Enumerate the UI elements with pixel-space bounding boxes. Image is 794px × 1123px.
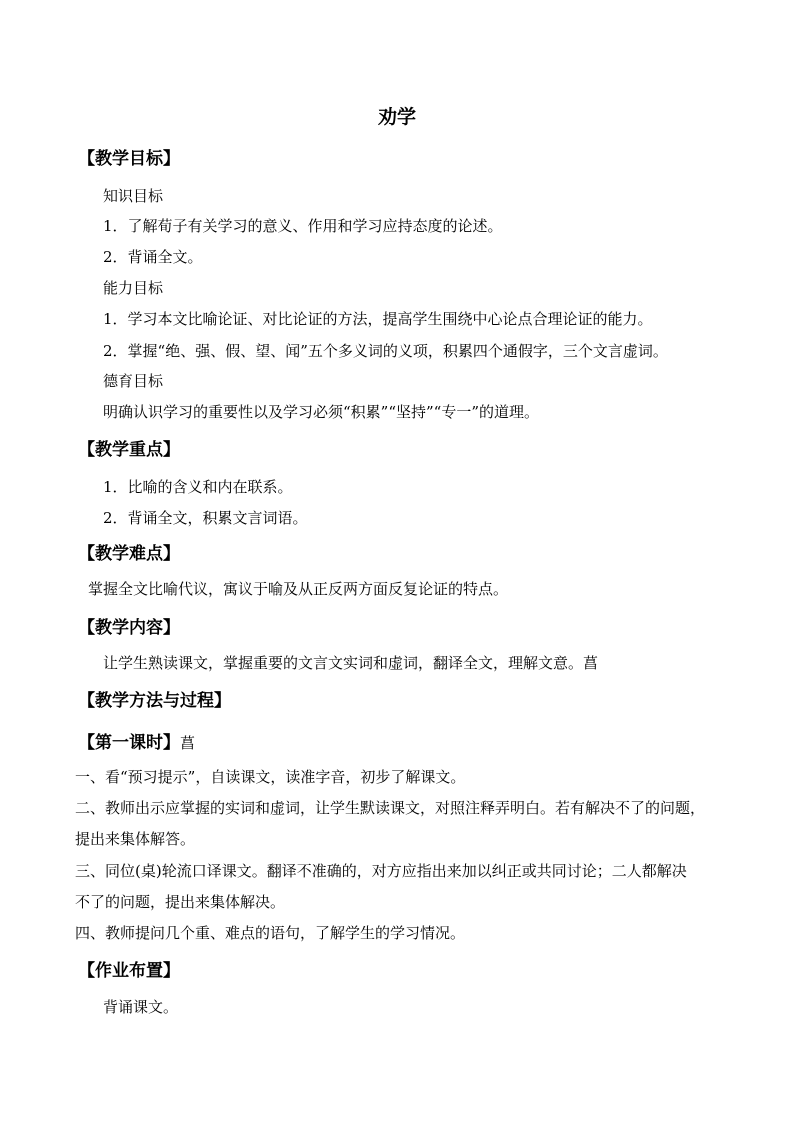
method-heading: 【教学方法与过程】 xyxy=(78,691,231,711)
ability-item-2: 2．掌握“绝、强、假、望、闻”五个多义词的义项，积累四个通假字，三个文言虚词。 xyxy=(103,342,668,360)
first-lesson-trailing-mark: 菖 xyxy=(180,734,196,752)
lesson-step-3-line-2: 不了的问题，提出来集体解决。 xyxy=(75,893,286,911)
difficulties-text: 掌握全文比喻代议，寓议于喻及从正反两方面反复论证的特点。 xyxy=(88,580,509,598)
moral-label: 德育目标 xyxy=(103,372,164,390)
lesson-step-3-line-1: 三、同位(桌)轮流口译课文。翻译不准确的，对方应指出来加以纠正或共同讨论；二人都解决 xyxy=(75,862,687,880)
difficulties-heading: 【教学难点】 xyxy=(78,544,180,564)
key-points-heading: 【教学重点】 xyxy=(78,440,180,460)
homework-heading: 【作业布置】 xyxy=(78,961,180,981)
key-point-2: 2．背诵全文，积累文言词语。 xyxy=(103,509,308,527)
first-lesson-heading-text: 【第一课时】 xyxy=(78,733,180,753)
key-point-1: 1．比喻的含义和内在联系。 xyxy=(103,478,293,496)
lesson-step-4: 四、教师提问几个重、难点的语句，了解学生的学习情况。 xyxy=(75,924,466,942)
lesson-step-2-line-1: 二、教师出示应掌握的实词和虚词，让学生默读课文，对照注释弄明白。若有解决不了的问题， xyxy=(75,799,706,817)
lesson-step-1: 一、看“预习提示”，自读课文，读准字音，初步了解课文。 xyxy=(75,768,466,786)
content-text xyxy=(103,652,598,674)
ability-item-1: 1．学习本文比喻论证、对比论证的方法，提高学生围绕中心论点合理论证的能力。 xyxy=(103,310,653,328)
objectives-heading: 【教学目标】 xyxy=(78,149,180,169)
content-text-body: 让学生熟读课文，掌握重要的文言文实词和虚词，翻译全文，理解文意。 xyxy=(103,654,584,672)
knowledge-label: 知识目标 xyxy=(103,187,164,205)
ability-label: 能力目标 xyxy=(103,279,164,297)
moral-item-1: 明确认识学习的重要性以及学习必须“积累”“坚持”“专一”的道理。 xyxy=(103,403,540,421)
first-lesson-heading xyxy=(78,730,195,756)
page-title: 劝学 xyxy=(377,106,416,128)
knowledge-item-1: 1．了解荀子有关学习的意义、作用和学习应持态度的论述。 xyxy=(103,217,503,235)
lesson-step-2-line-2: 提出来集体解答。 xyxy=(75,830,196,848)
homework-text: 背诵课文。 xyxy=(103,998,179,1016)
knowledge-item-2: 2．背诵全文。 xyxy=(103,248,203,266)
content-trailing-mark: 菖 xyxy=(583,654,599,672)
content-heading: 【教学内容】 xyxy=(78,618,180,638)
